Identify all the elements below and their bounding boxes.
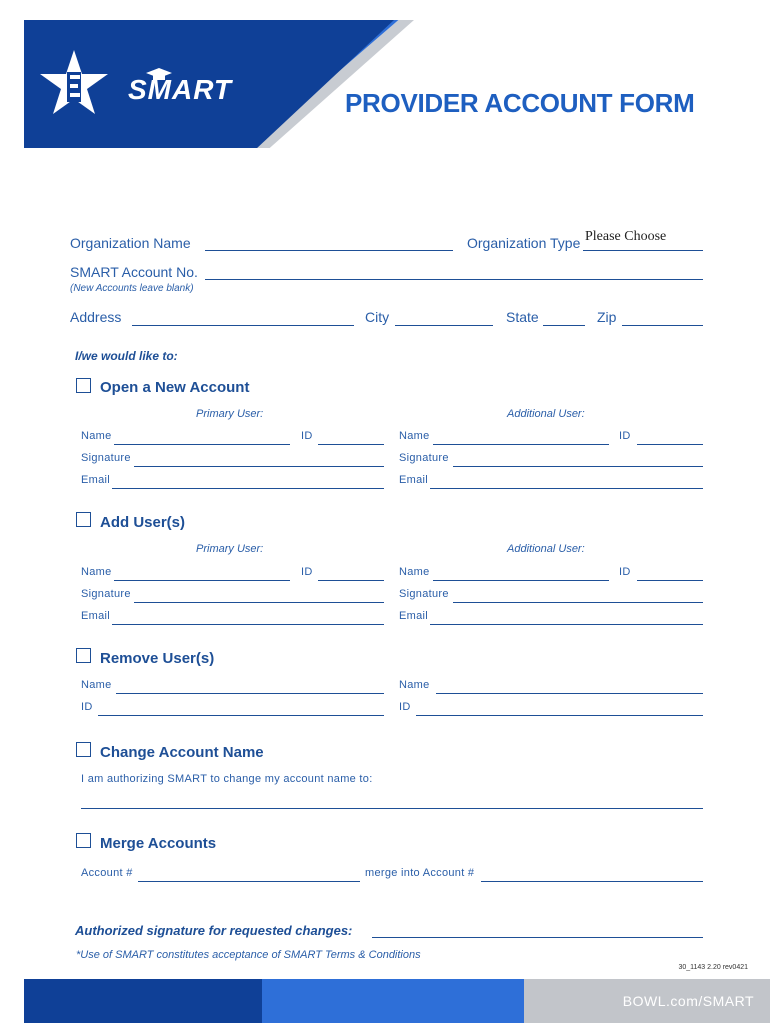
authorized-signature-label: Authorized signature for requested changes: [75, 923, 353, 938]
city-field[interactable] [395, 325, 493, 326]
add-additional-email-field[interactable] [430, 624, 703, 625]
city-label: City [365, 309, 390, 325]
footer-url: BOWL.com/SMART [622, 993, 754, 1009]
authorized-signature-field[interactable] [372, 937, 703, 938]
open-primary-signature-field[interactable] [134, 466, 384, 467]
additional-id-label: ID [619, 566, 631, 578]
add-additional-signature-field[interactable] [453, 602, 703, 603]
additional-name-label: Name [399, 430, 430, 442]
footer-band-dark [24, 979, 262, 1023]
footer-band-blue [262, 979, 524, 1023]
remove-users-heading: Remove User(s) [100, 650, 215, 667]
address-field[interactable] [132, 325, 354, 326]
remove-name-label: Name [399, 679, 430, 691]
additional-email-label: Email [399, 474, 429, 486]
change-name-heading: Change Account Name [100, 744, 264, 761]
open-additional-id-field[interactable] [637, 444, 703, 445]
merge-into-label: merge into Account # [365, 867, 475, 879]
additional-email-label: Email [399, 610, 429, 622]
open-additional-name-field[interactable] [433, 444, 609, 445]
zip-label: Zip [597, 309, 617, 325]
terms-note: *Use of SMART constitutes acceptance of SMART Terms & Conditions [76, 949, 421, 961]
org-type-label: Organization Type [467, 235, 581, 251]
merge-accounts-checkbox[interactable] [76, 833, 91, 848]
change-name-checkbox[interactable] [76, 742, 91, 757]
remove-id-field-1[interactable] [98, 715, 384, 716]
revision-code: 30_1143 2.20 rev0421 [678, 964, 748, 971]
zip-field[interactable] [622, 325, 703, 326]
primary-signature-label: Signature [81, 588, 131, 600]
open-primary-name-field[interactable] [114, 444, 290, 445]
add-primary-signature-field[interactable] [134, 602, 384, 603]
add-users-heading: Add User(s) [100, 514, 186, 531]
remove-name-field-1[interactable] [116, 693, 384, 694]
add-primary-id-field[interactable] [318, 580, 384, 581]
account-no-label: SMART Account No. [70, 264, 198, 280]
change-name-text: I am authorizing SMART to change my account name to: [81, 773, 373, 785]
primary-user-label: Primary User: [196, 543, 264, 555]
remove-name-label: Name [81, 679, 112, 691]
add-users-checkbox[interactable] [76, 512, 91, 527]
state-label: State [506, 309, 539, 325]
logo-text: SMART [128, 74, 233, 105]
remove-id-label: ID [81, 701, 93, 713]
primary-id-label: ID [301, 430, 313, 442]
account-no-note: (New Accounts leave blank) [70, 283, 194, 294]
primary-email-label: Email [81, 610, 111, 622]
state-field[interactable] [543, 325, 585, 326]
add-additional-name-field[interactable] [433, 580, 609, 581]
add-primary-name-field[interactable] [114, 580, 290, 581]
org-name-label: Organization Name [70, 235, 191, 251]
primary-name-label: Name [81, 566, 112, 578]
merge-accounts-heading: Merge Accounts [100, 835, 217, 852]
additional-user-label: Additional User: [507, 543, 585, 555]
open-additional-email-field[interactable] [430, 488, 703, 489]
org-name-field[interactable] [205, 250, 453, 251]
remove-id-field-2[interactable] [416, 715, 703, 716]
open-account-checkbox[interactable] [76, 378, 91, 393]
primary-signature-label: Signature [81, 452, 131, 464]
account-no-field[interactable] [205, 279, 703, 280]
new-account-name-field[interactable] [81, 808, 703, 809]
primary-email-label: Email [81, 474, 111, 486]
add-additional-id-field[interactable] [637, 580, 703, 581]
merge-account-label: Account # [81, 867, 133, 879]
remove-users-checkbox[interactable] [76, 648, 91, 663]
address-label: Address [70, 309, 122, 325]
open-primary-email-field[interactable] [112, 488, 384, 489]
open-additional-signature-field[interactable] [453, 466, 703, 467]
additional-name-label: Name [399, 566, 430, 578]
open-primary-id-field[interactable] [318, 444, 384, 445]
org-type-underline [583, 250, 703, 251]
page-title: PROVIDER ACCOUNT FORM [345, 88, 695, 118]
additional-user-label: Additional User: [507, 408, 585, 420]
merge-account-field[interactable] [138, 881, 360, 882]
primary-name-label: Name [81, 430, 112, 442]
additional-id-label: ID [619, 430, 631, 442]
intro-text: I/we would like to: [75, 349, 178, 363]
remove-id-label: ID [399, 701, 411, 713]
additional-signature-label: Signature [399, 588, 449, 600]
remove-name-field-2[interactable] [436, 693, 703, 694]
star-logo-icon [34, 44, 114, 120]
primary-id-label: ID [301, 566, 313, 578]
additional-signature-label: Signature [399, 452, 449, 464]
open-account-heading: Open a New Account [100, 379, 250, 396]
org-type-select[interactable]: Please Choose [585, 229, 667, 244]
primary-user-label: Primary User: [196, 408, 264, 420]
merge-into-field[interactable] [481, 881, 703, 882]
add-primary-email-field[interactable] [112, 624, 384, 625]
